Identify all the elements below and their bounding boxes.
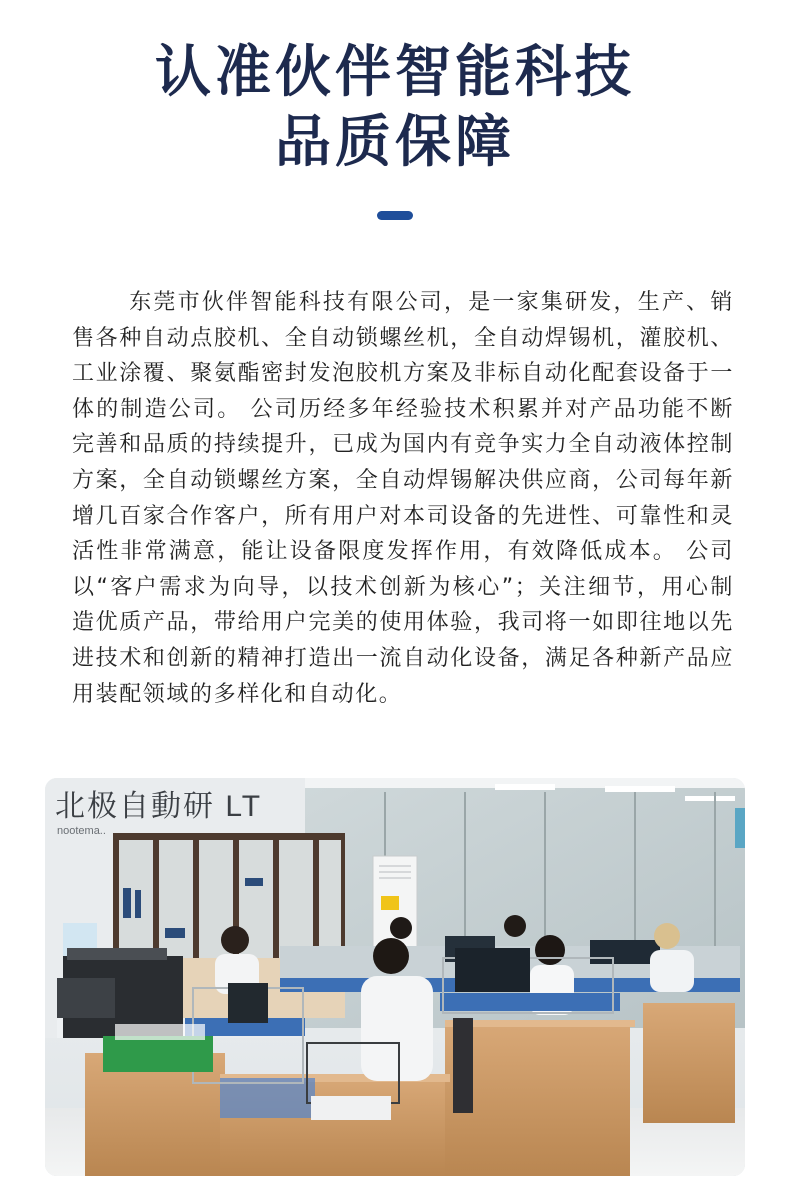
office-photo	[45, 778, 745, 1176]
title-divider	[377, 211, 413, 220]
page-title: 认准伙伴智能科技	[155, 40, 635, 105]
page-subtitle: 品质保障	[275, 110, 515, 175]
company-intro-paragraph: 东莞市伙伴智能科技有限公司，是一家集研发，生产、销售各种自动点胶机、全自动锁螺丝机，全自动焊锡机，灌胶机、工业涂覆、聚氨酯密封发泡胶机方案及非标自动化配套设备于一体的制造公司。 公司历经多年经验技术积累并对产品功能不断完善和品质的持续提升，已成为国内有竞争实力全自动液体控制方案，全自动锁螺丝方案，全自动焊锡解决供应商，公司每年新增几百家合作客户，所有用户对本司设备的先进性、可靠性和灵活性非常满意，能让设备限度发挥作用，有效降低成本。 公司以“客户需求为向导，以技术创新为核心”；关注细节，用心制造优质产品，带给用户完美的使用体验，我司将一如即往地以先进技术和创新的精神打造出一流自动化设备，满足各种新产品应用装配领域的多样化和自动化。	[72, 290, 734, 707]
wall-sign-sub: nootema..	[57, 825, 106, 837]
wall-sign: 北极自動研 LT	[55, 790, 263, 823]
